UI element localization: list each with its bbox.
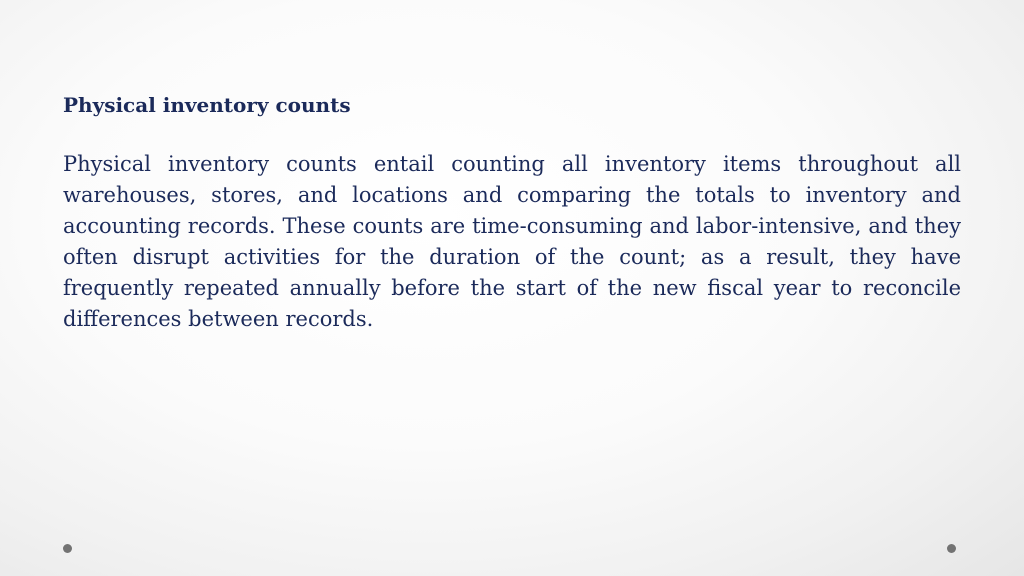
left-corner-dot: [63, 544, 72, 553]
right-corner-dot: [947, 544, 956, 553]
slide-title: Physical inventory counts: [63, 93, 351, 117]
slide-body-text: Physical inventory counts entail counting all inventory items throughout all warehouses, stores, and locations and comparing the totals to inventory and accounting records. These counts are time-consuming and labor-intensive, and they often disrupt activities for the duration of the count; as a result, they have frequently repeated annually before the start of the new fiscal year to reconcile differences between records.: [63, 152, 961, 331]
